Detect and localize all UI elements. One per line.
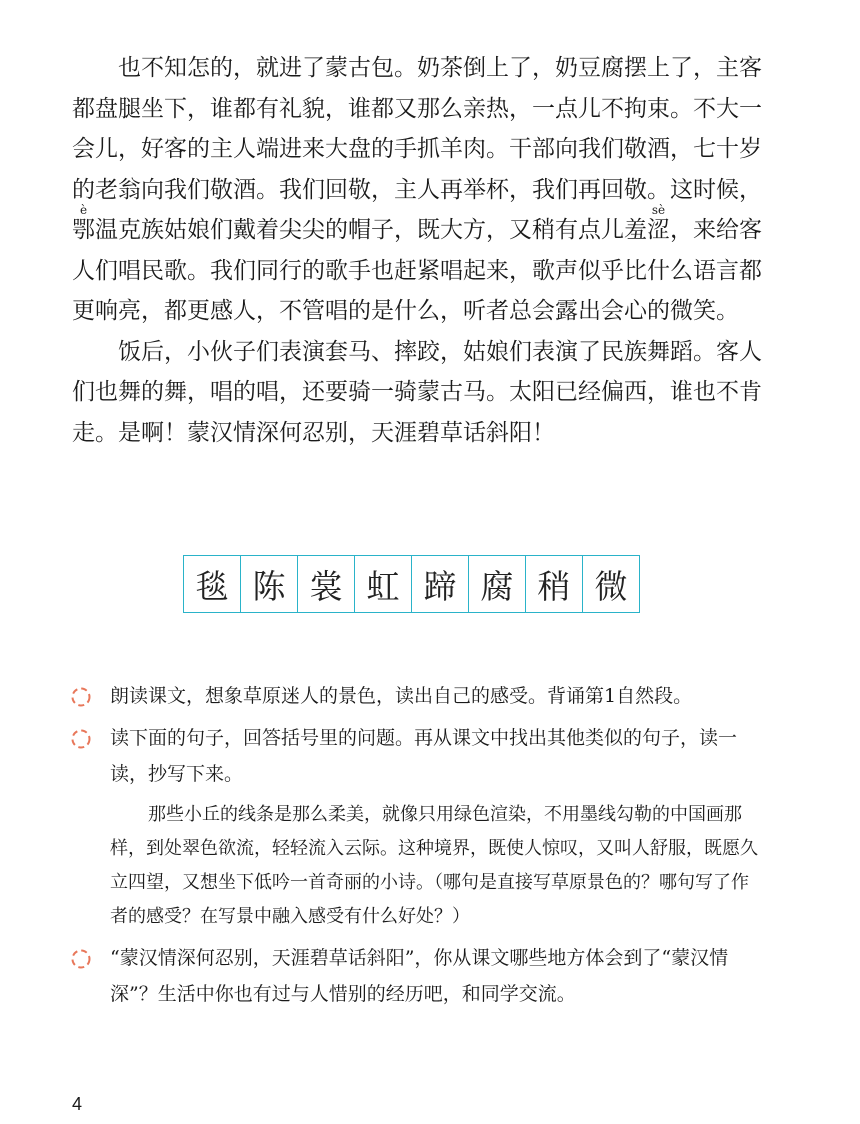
ruby-e: 鄂è bbox=[72, 203, 95, 243]
exercise-2-quote: 那些小丘的线条是那么柔美，就像只用绿色渲染，不用墨线勾勒的中国画那样，到处翠色欲流，轻轻流入云际。这种境界，既使人惊叹，又叫人舒服，既愿久立四望，又想坐下低吟一首奇丽的小诗。（哪句是直接写草原景色的？哪句写了作者的感受？在写景中融入感受有什么好处？） bbox=[110, 804, 758, 927]
dashed-circle-icon bbox=[70, 686, 92, 708]
vocab-char: 蹄 bbox=[411, 556, 468, 612]
exercise-list bbox=[70, 678, 760, 1018]
exercise-item-1 bbox=[70, 678, 760, 714]
exercise-3-text: “蒙汉情深何忍别，天涯碧草话斜阳”，你从课文哪些地方体会到了“蒙汉情深”？生活中你也有过与人惜别的经历吧，和同学交流。 bbox=[110, 947, 729, 1005]
vocab-char: 裳 bbox=[297, 556, 354, 612]
exercise-item-3 bbox=[70, 940, 760, 1012]
vocab-char: 陈 bbox=[240, 556, 297, 612]
vocab-char: 腐 bbox=[468, 556, 525, 612]
vocab-char: 微 bbox=[582, 556, 639, 612]
paragraph-2: 饭后，小伙子们表演套马、摔跤，姑娘们表演了民族舞蹈。客人们也舞的舞，唱的唱，还要骑一骑蒙古马。太阳已经偏西，谁也不肯走。是啊！蒙汉情深何忍别，天涯碧草话斜阳！ bbox=[72, 338, 762, 446]
paragraph-1-part-3: ，来给客人们唱民歌。我们同行的歌手也赶紧唱起来，歌声似乎比什么语言都更响亮，都更感人，不管唱的是什么，听者总会露出会心的微笑。 bbox=[72, 217, 762, 324]
pinyin-se: sè bbox=[647, 203, 670, 217]
vocab-char: 稍 bbox=[525, 556, 582, 612]
pinyin-e: è bbox=[72, 203, 95, 217]
page-number: 4 bbox=[72, 1094, 83, 1114]
exercise-2-text: 读下面的句子，回答括号里的问题。再从课文中找出其他类似的句子，读一读，抄写下来。 bbox=[110, 727, 738, 785]
ruby-se: 涩sè bbox=[647, 203, 670, 243]
dashed-circle-icon bbox=[70, 728, 92, 750]
vocabulary-grid bbox=[183, 555, 640, 613]
paragraph-1-part-1: 也不知怎的，就进了蒙古包。奶茶倒上了，奶豆腐摆上了，主客都盘腿坐下，谁都有礼貌，谁都又那么亲热，一点儿不拘束。不大一会儿，好客的主人端进来大盘的手抓羊肉。干部向我们敬酒，七十岁的老翁向我们敬酒。我们回敬，主人再举杯，我们再回敬。这时候， bbox=[72, 55, 762, 203]
vocab-char: 毯 bbox=[195, 566, 229, 606]
paragraph-1 bbox=[72, 48, 762, 332]
exercise-item-2 bbox=[70, 720, 760, 792]
passage bbox=[72, 48, 762, 453]
vocab-char: 虹 bbox=[354, 556, 411, 612]
exercise-1-text: 朗读课文，想象草原迷人的景色，读出自己的感受。背诵第1自然段。 bbox=[110, 685, 693, 707]
dashed-circle-icon bbox=[70, 948, 92, 970]
paragraph-1-part-2: 温克族姑娘们戴着尖尖的帽子，既大方，又稍有点儿羞 bbox=[95, 217, 647, 243]
